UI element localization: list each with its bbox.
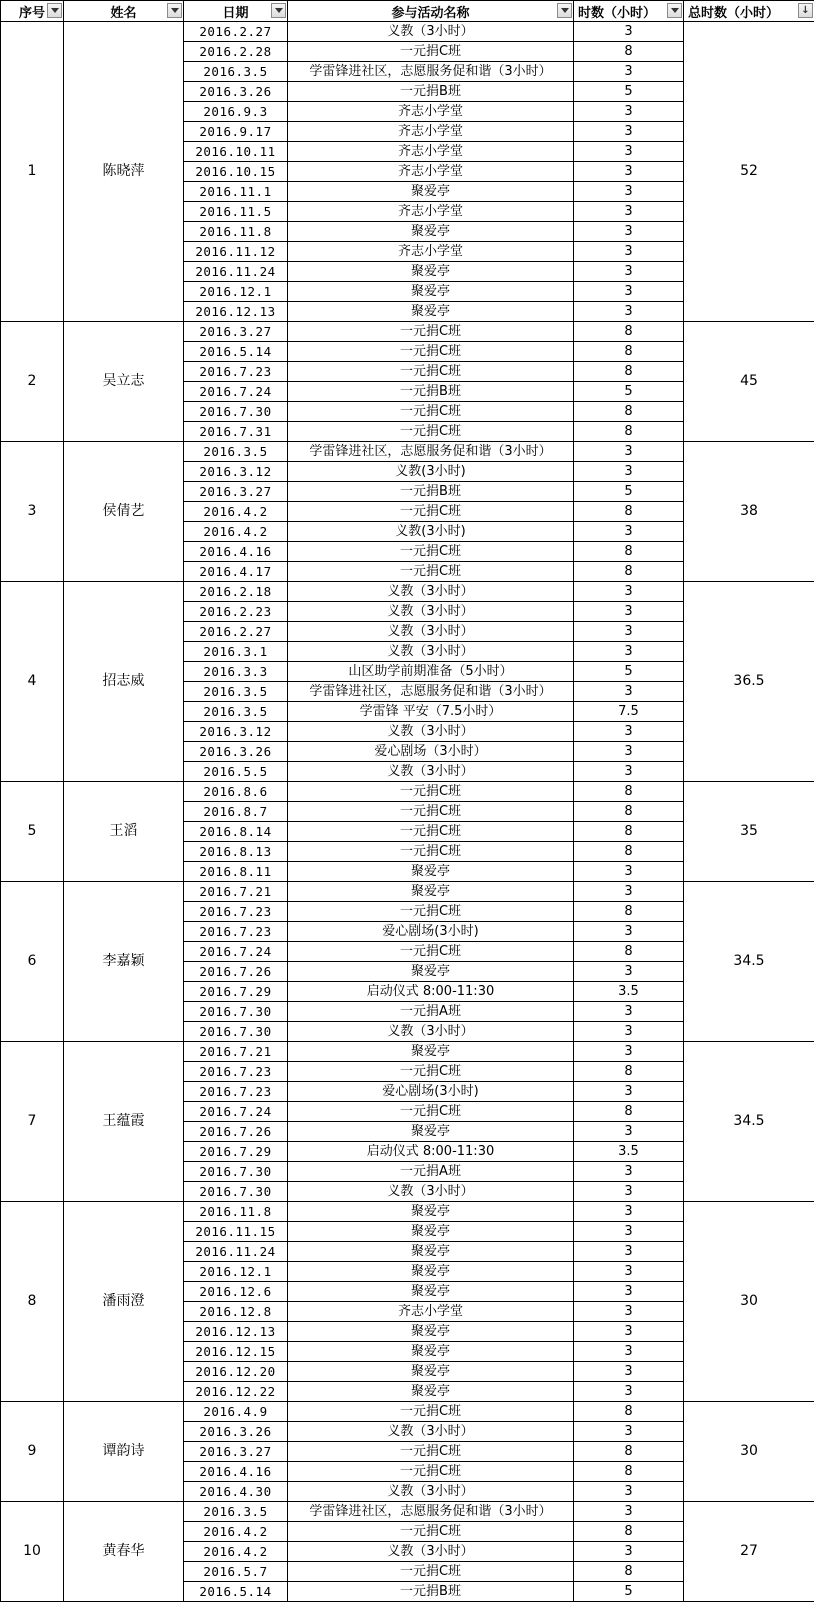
hours-cell[interactable]: 8 [574, 822, 684, 842]
hours-cell[interactable]: 5 [574, 82, 684, 102]
activity-cell[interactable]: 聚爱亭 [288, 282, 574, 302]
total-hours-cell[interactable]: 30 [684, 1202, 814, 1402]
header-total-label: 总时数（小时） [688, 2, 779, 21]
activity-cell[interactable]: 齐志小学堂 [288, 102, 574, 122]
activity-cell[interactable]: 一元捐A班 [288, 1162, 574, 1182]
hours-cell[interactable]: 8 [574, 342, 684, 362]
filter-dropdown-icon[interactable] [667, 3, 682, 18]
table-row [1, 882, 814, 902]
activity-cell[interactable]: 一元捐B班 [288, 382, 574, 402]
activity-cell[interactable]: 一元捐B班 [288, 482, 574, 502]
activity-cell[interactable]: 一元捐C班 [288, 1522, 574, 1542]
activity-cell[interactable]: 齐志小学堂 [288, 1302, 574, 1322]
date-cell[interactable]: 2016.7.31 [184, 422, 288, 442]
hours-cell[interactable]: 3 [574, 642, 684, 662]
hours-cell[interactable]: 3 [574, 182, 684, 202]
name-cell[interactable]: 吴立志 [64, 322, 184, 442]
hours-cell[interactable]: 3 [574, 1202, 684, 1222]
total-hours-cell[interactable]: 38 [684, 442, 814, 582]
header-activity [288, 1, 574, 22]
hours-cell[interactable]: 8 [574, 562, 684, 582]
date-cell[interactable]: 2016.4.9 [184, 1402, 288, 1422]
filter-dropdown-icon[interactable] [557, 3, 572, 18]
hours-cell[interactable]: 3 [574, 522, 684, 542]
hours-cell[interactable]: 3 [574, 1042, 684, 1062]
total-hours-cell[interactable]: 34.5 [684, 1042, 814, 1202]
hours-cell[interactable]: 3 [574, 462, 684, 482]
date-cell[interactable]: 2016.10.11 [184, 142, 288, 162]
seq-cell[interactable]: 8 [1, 1202, 64, 1402]
activity-cell[interactable]: 一元捐C班 [288, 902, 574, 922]
hours-cell[interactable]: 5 [574, 662, 684, 682]
hours-cell[interactable]: 3 [574, 762, 684, 782]
date-cell[interactable]: 2016.5.5 [184, 762, 288, 782]
activity-cell[interactable]: 学雷锋进社区，志愿服务促和谐（3小时） [288, 682, 574, 702]
date-cell[interactable]: 2016.2.27 [184, 22, 288, 42]
activity-cell[interactable]: 义教（3小时） [288, 642, 574, 662]
seq-cell[interactable]: 9 [1, 1402, 64, 1502]
date-cell[interactable]: 2016.11.24 [184, 262, 288, 282]
activity-cell[interactable]: 一元捐C班 [288, 42, 574, 62]
activity-cell[interactable]: 一元捐C班 [288, 362, 574, 382]
activity-cell[interactable]: 义教（3小时） [288, 1182, 574, 1202]
table-row [1, 442, 814, 462]
date-cell[interactable]: 2016.3.12 [184, 462, 288, 482]
date-cell[interactable]: 2016.7.21 [184, 882, 288, 902]
hours-cell[interactable]: 3 [574, 262, 684, 282]
table-row [1, 22, 814, 42]
date-cell[interactable]: 2016.11.15 [184, 1222, 288, 1242]
date-cell[interactable]: 2016.3.5 [184, 1502, 288, 1522]
hours-cell[interactable]: 8 [574, 502, 684, 522]
activity-cell[interactable]: 聚爱亭 [288, 182, 574, 202]
activity-cell[interactable]: 一元捐B班 [288, 82, 574, 102]
hours-cell[interactable]: 8 [574, 942, 684, 962]
activity-cell[interactable]: 一元捐A班 [288, 1002, 574, 1022]
activity-cell[interactable]: 爱心剧场(3小时) [288, 1082, 574, 1102]
date-cell[interactable]: 2016.3.5 [184, 62, 288, 82]
name-cell[interactable]: 潘雨澄 [64, 1202, 184, 1402]
activity-cell[interactable]: 义教(3小时) [288, 462, 574, 482]
header-seq-label: 序号 [19, 2, 45, 21]
activity-cell[interactable]: 聚爱亭 [288, 962, 574, 982]
hours-cell[interactable]: 3 [574, 1342, 684, 1362]
seq-cell[interactable]: 5 [1, 782, 64, 882]
seq-cell[interactable]: 10 [1, 1502, 64, 1602]
date-cell[interactable]: 2016.3.12 [184, 722, 288, 742]
activity-cell[interactable]: 一元捐C班 [288, 1562, 574, 1582]
hours-cell[interactable]: 8 [574, 402, 684, 422]
activity-cell[interactable]: 聚爱亭 [288, 1242, 574, 1262]
table-row [1, 322, 814, 342]
date-cell[interactable]: 2016.7.24 [184, 942, 288, 962]
activity-cell[interactable]: 聚爱亭 [288, 222, 574, 242]
activity-cell[interactable]: 一元捐C班 [288, 822, 574, 842]
activity-cell[interactable]: 爱心剧场(3小时) [288, 922, 574, 942]
date-cell[interactable]: 2016.5.14 [184, 1582, 288, 1602]
activity-cell[interactable]: 义教（3小时） [288, 762, 574, 782]
hours-cell[interactable]: 3.5 [574, 1142, 684, 1162]
activity-cell[interactable]: 义教(3小时) [288, 522, 574, 542]
hours-cell[interactable]: 3 [574, 1182, 684, 1202]
hours-cell[interactable]: 3 [574, 882, 684, 902]
total-hours-cell[interactable]: 27 [684, 1502, 814, 1602]
name-cell[interactable]: 招志威 [64, 582, 184, 782]
date-cell[interactable]: 2016.7.30 [184, 1002, 288, 1022]
header-hours-label: 时数（小时） [578, 2, 656, 21]
date-cell[interactable]: 2016.7.29 [184, 982, 288, 1002]
hours-cell[interactable]: 3 [574, 302, 684, 322]
activity-cell[interactable]: 聚爱亭 [288, 262, 574, 282]
date-cell[interactable]: 2016.4.30 [184, 1482, 288, 1502]
date-cell[interactable]: 2016.12.15 [184, 1342, 288, 1362]
date-cell[interactable]: 2016.3.26 [184, 1422, 288, 1442]
hours-cell[interactable]: 3 [574, 202, 684, 222]
hours-cell[interactable]: 3 [574, 1282, 684, 1302]
date-cell[interactable]: 2016.12.13 [184, 302, 288, 322]
header-total [684, 1, 814, 22]
activity-cell[interactable]: 一元捐C班 [288, 802, 574, 822]
hours-cell[interactable]: 8 [574, 1062, 684, 1082]
date-cell[interactable]: 2016.2.27 [184, 622, 288, 642]
hours-cell[interactable]: 8 [574, 362, 684, 382]
date-cell[interactable]: 2016.12.1 [184, 282, 288, 302]
hours-cell[interactable]: 3 [574, 1422, 684, 1442]
date-cell[interactable]: 2016.7.30 [184, 1022, 288, 1042]
date-cell[interactable]: 2016.12.13 [184, 1322, 288, 1342]
name-cell[interactable]: 黄春华 [64, 1502, 184, 1602]
date-cell[interactable]: 2016.7.30 [184, 1162, 288, 1182]
date-cell[interactable]: 2016.7.24 [184, 382, 288, 402]
activity-cell[interactable]: 一元捐C班 [288, 342, 574, 362]
hours-cell[interactable]: 3 [574, 1082, 684, 1102]
hours-cell[interactable]: 8 [574, 1402, 684, 1422]
hours-cell[interactable]: 3 [574, 282, 684, 302]
date-cell[interactable]: 2016.10.15 [184, 162, 288, 182]
activity-cell[interactable]: 学雷锋进社区，志愿服务促和谐（3小时） [288, 62, 574, 82]
hours-cell[interactable]: 8 [574, 42, 684, 62]
activity-cell[interactable]: 一元捐C班 [288, 1062, 574, 1082]
activity-cell[interactable]: 爱心剧场（3小时） [288, 742, 574, 762]
date-cell[interactable]: 2016.5.14 [184, 342, 288, 362]
date-cell[interactable]: 2016.11.24 [184, 1242, 288, 1262]
header-date-label: 日期 [222, 2, 248, 21]
activity-cell[interactable]: 聚爱亭 [288, 1342, 574, 1362]
hours-cell[interactable]: 8 [574, 842, 684, 862]
hours-cell[interactable]: 3 [574, 1022, 684, 1042]
date-cell[interactable]: 2016.3.26 [184, 82, 288, 102]
activity-cell[interactable]: 聚爱亭 [288, 1322, 574, 1342]
date-cell[interactable]: 2016.7.29 [184, 1142, 288, 1162]
date-cell[interactable]: 2016.11.8 [184, 1202, 288, 1222]
activity-cell[interactable]: 一元捐C班 [288, 1102, 574, 1122]
activity-cell[interactable]: 齐志小学堂 [288, 142, 574, 162]
activity-cell[interactable]: 齐志小学堂 [288, 242, 574, 262]
total-hours-cell[interactable]: 52 [684, 22, 814, 322]
date-cell[interactable]: 2016.3.26 [184, 742, 288, 762]
hours-cell[interactable]: 3 [574, 1322, 684, 1342]
header-name-label: 姓名 [110, 2, 136, 21]
seq-cell[interactable]: 4 [1, 582, 64, 782]
total-hours-cell[interactable]: 30 [684, 1402, 814, 1502]
table-row [1, 582, 814, 602]
date-cell[interactable]: 2016.7.24 [184, 1102, 288, 1122]
hours-cell[interactable]: 3 [574, 682, 684, 702]
activity-cell[interactable]: 齐志小学堂 [288, 202, 574, 222]
date-cell[interactable]: 2016.4.2 [184, 522, 288, 542]
activity-cell[interactable]: 义教（3小时） [288, 622, 574, 642]
table-row [1, 1202, 814, 1222]
activity-cell[interactable]: 聚爱亭 [288, 1262, 574, 1282]
name-cell[interactable]: 陈晓萍 [64, 22, 184, 322]
hours-cell[interactable]: 3 [574, 1482, 684, 1502]
date-cell[interactable]: 2016.8.7 [184, 802, 288, 822]
date-cell[interactable]: 2016.2.18 [184, 582, 288, 602]
date-cell[interactable]: 2016.4.2 [184, 1522, 288, 1542]
hours-cell[interactable]: 7.5 [574, 702, 684, 722]
total-hours-cell[interactable]: 35 [684, 782, 814, 882]
hours-cell[interactable]: 3 [574, 22, 684, 42]
date-cell[interactable]: 2016.3.3 [184, 662, 288, 682]
date-cell[interactable]: 2016.7.30 [184, 402, 288, 422]
hours-cell[interactable]: 5 [574, 482, 684, 502]
date-cell[interactable]: 2016.12.20 [184, 1362, 288, 1382]
activity-cell[interactable]: 义教（3小时） [288, 1542, 574, 1562]
date-cell[interactable]: 2016.7.30 [184, 1182, 288, 1202]
hours-cell[interactable]: 3 [574, 1122, 684, 1142]
hours-cell[interactable]: 8 [574, 1102, 684, 1122]
header-hours [574, 1, 684, 22]
hours-cell[interactable]: 5 [574, 1582, 684, 1602]
hours-cell[interactable]: 8 [574, 1442, 684, 1462]
filter-dropdown-icon[interactable] [167, 3, 182, 18]
date-cell[interactable]: 2016.11.8 [184, 222, 288, 242]
hours-cell[interactable]: 8 [574, 542, 684, 562]
date-cell[interactable]: 2016.7.23 [184, 902, 288, 922]
date-cell[interactable]: 2016.4.17 [184, 562, 288, 582]
filter-dropdown-icon[interactable] [271, 3, 286, 18]
table-row [1, 1042, 814, 1062]
hours-cell[interactable]: 3 [574, 622, 684, 642]
activity-cell[interactable]: 义教（3小时） [288, 722, 574, 742]
activity-cell[interactable]: 一元捐C班 [288, 782, 574, 802]
hours-cell[interactable]: 3 [574, 1302, 684, 1322]
hours-cell[interactable]: 8 [574, 1522, 684, 1542]
date-cell[interactable]: 2016.12.1 [184, 1262, 288, 1282]
hours-cell[interactable]: 3 [574, 162, 684, 182]
hours-cell[interactable]: 3 [574, 1262, 684, 1282]
date-cell[interactable]: 2016.7.23 [184, 1082, 288, 1102]
hours-cell[interactable]: 3 [574, 1002, 684, 1022]
date-cell[interactable]: 2016.3.27 [184, 1442, 288, 1462]
activity-cell[interactable]: 学雷锋 平安（7.5小时） [288, 702, 574, 722]
activity-cell[interactable]: 聚爱亭 [288, 1382, 574, 1402]
name-cell[interactable]: 王滔 [64, 782, 184, 882]
activity-cell[interactable]: 义教（3小时） [288, 1482, 574, 1502]
total-hours-cell[interactable]: 34.5 [684, 882, 814, 1042]
hours-cell[interactable]: 3 [574, 742, 684, 762]
activity-cell[interactable]: 义教（3小时） [288, 1022, 574, 1042]
hours-cell[interactable]: 5 [574, 382, 684, 402]
activity-cell[interactable]: 聚爱亭 [288, 862, 574, 882]
header-name [64, 1, 184, 22]
activity-cell[interactable]: 一元捐B班 [288, 1582, 574, 1602]
hours-cell[interactable]: 3 [574, 62, 684, 82]
date-cell[interactable]: 2016.8.14 [184, 822, 288, 842]
filter-dropdown-icon[interactable] [47, 3, 62, 18]
date-cell[interactable]: 2016.7.23 [184, 1062, 288, 1082]
date-cell[interactable]: 2016.4.2 [184, 502, 288, 522]
hours-cell[interactable]: 8 [574, 782, 684, 802]
header-date [184, 1, 288, 22]
hours-cell[interactable]: 3 [574, 1542, 684, 1562]
date-cell[interactable]: 2016.5.7 [184, 1562, 288, 1582]
activity-cell[interactable]: 一元捐C班 [288, 842, 574, 862]
hours-cell[interactable]: 3 [574, 242, 684, 262]
activity-cell[interactable]: 启动仪式 8:00-11:30 [288, 982, 574, 1002]
date-cell[interactable]: 2016.3.27 [184, 482, 288, 502]
hours-cell[interactable]: 3 [574, 222, 684, 242]
total-hours-cell[interactable]: 36.5 [684, 582, 814, 782]
date-cell[interactable]: 2016.7.26 [184, 962, 288, 982]
hours-cell[interactable]: 3 [574, 1502, 684, 1522]
date-cell[interactable]: 2016.7.23 [184, 922, 288, 942]
date-cell[interactable]: 2016.4.2 [184, 1542, 288, 1562]
table-body [1, 22, 814, 1602]
date-cell[interactable]: 2016.12.6 [184, 1282, 288, 1302]
activity-cell[interactable]: 一元捐C班 [288, 1462, 574, 1482]
date-cell[interactable]: 2016.12.8 [184, 1302, 288, 1322]
name-cell[interactable]: 王蕴霞 [64, 1042, 184, 1202]
date-cell[interactable]: 2016.7.26 [184, 1122, 288, 1142]
header-seq [1, 1, 64, 22]
hours-cell[interactable]: 3 [574, 122, 684, 142]
activity-cell[interactable]: 一元捐C班 [288, 562, 574, 582]
date-cell[interactable]: 2016.11.5 [184, 202, 288, 222]
date-cell[interactable]: 2016.3.1 [184, 642, 288, 662]
hours-cell[interactable]: 3 [574, 962, 684, 982]
date-cell[interactable]: 2016.4.16 [184, 542, 288, 562]
date-cell[interactable]: 2016.3.27 [184, 322, 288, 342]
hours-cell[interactable]: 3.5 [574, 982, 684, 1002]
activity-cell[interactable]: 聚爱亭 [288, 1222, 574, 1242]
activity-cell[interactable]: 一元捐C班 [288, 942, 574, 962]
hours-cell[interactable]: 3 [574, 862, 684, 882]
activity-cell[interactable]: 齐志小学堂 [288, 162, 574, 182]
date-cell[interactable]: 2016.9.17 [184, 122, 288, 142]
hours-cell[interactable]: 3 [574, 582, 684, 602]
date-cell[interactable]: 2016.2.28 [184, 42, 288, 62]
header-row [1, 1, 814, 22]
activity-cell[interactable]: 义教（3小时） [288, 1422, 574, 1442]
hours-cell[interactable]: 8 [574, 1462, 684, 1482]
table-row [1, 782, 814, 802]
activity-cell[interactable]: 一元捐C班 [288, 1442, 574, 1462]
activity-cell[interactable]: 一元捐C班 [288, 402, 574, 422]
activity-cell[interactable]: 学雷锋进社区，志愿服务促和谐（3小时） [288, 442, 574, 462]
activity-cell[interactable]: 聚爱亭 [288, 1122, 574, 1142]
date-cell[interactable]: 2016.3.5 [184, 682, 288, 702]
hours-cell[interactable]: 3 [574, 102, 684, 122]
activity-cell[interactable]: 聚爱亭 [288, 1282, 574, 1302]
activity-cell[interactable]: 齐志小学堂 [288, 122, 574, 142]
header-activity-label: 参与活动名称 [391, 2, 469, 21]
activity-cell[interactable]: 义教（3小时） [288, 582, 574, 602]
hours-cell[interactable]: 8 [574, 1562, 684, 1582]
date-cell[interactable]: 2016.7.23 [184, 362, 288, 382]
date-cell[interactable]: 2016.11.12 [184, 242, 288, 262]
activity-cell[interactable]: 聚爱亭 [288, 1202, 574, 1222]
date-cell[interactable]: 2016.11.1 [184, 182, 288, 202]
activity-cell[interactable]: 义教（3小时） [288, 22, 574, 42]
date-cell[interactable]: 2016.9.3 [184, 102, 288, 122]
hours-cell[interactable]: 3 [574, 1362, 684, 1382]
date-cell[interactable]: 2016.3.5 [184, 442, 288, 462]
activity-cell[interactable]: 义教（3小时） [288, 602, 574, 622]
date-cell[interactable]: 2016.3.5 [184, 702, 288, 722]
activity-cell[interactable]: 一元捐C班 [288, 1402, 574, 1422]
seq-cell[interactable]: 2 [1, 322, 64, 442]
activity-cell[interactable]: 学雷锋进社区，志愿服务促和谐（3小时） [288, 1502, 574, 1522]
seq-cell[interactable]: 1 [1, 22, 64, 322]
seq-cell[interactable]: 3 [1, 442, 64, 582]
hours-cell[interactable]: 3 [574, 1162, 684, 1182]
date-cell[interactable]: 2016.8.11 [184, 862, 288, 882]
hours-cell[interactable]: 3 [574, 922, 684, 942]
activity-cell[interactable]: 启动仪式 8:00-11:30 [288, 1142, 574, 1162]
hours-cell[interactable]: 8 [574, 902, 684, 922]
date-cell[interactable]: 2016.2.23 [184, 602, 288, 622]
table-row [1, 1402, 814, 1422]
activity-cell[interactable]: 聚爱亭 [288, 1042, 574, 1062]
hours-cell[interactable]: 3 [574, 602, 684, 622]
hours-cell[interactable]: 3 [574, 1382, 684, 1402]
hours-cell[interactable]: 3 [574, 1222, 684, 1242]
seq-cell[interactable]: 6 [1, 882, 64, 1042]
activity-cell[interactable]: 山区助学前期准备（5小时） [288, 662, 574, 682]
total-hours-cell[interactable]: 45 [684, 322, 814, 442]
hours-cell[interactable]: 8 [574, 422, 684, 442]
date-cell[interactable]: 2016.8.13 [184, 842, 288, 862]
hours-cell[interactable]: 3 [574, 1242, 684, 1262]
activity-cell[interactable]: 聚爱亭 [288, 882, 574, 902]
activity-cell[interactable]: 聚爱亭 [288, 1362, 574, 1382]
name-cell[interactable]: 侯倩艺 [64, 442, 184, 582]
hours-cell[interactable]: 3 [574, 142, 684, 162]
table-row [1, 1502, 814, 1522]
name-cell[interactable]: 李嘉颖 [64, 882, 184, 1042]
activity-cell[interactable]: 一元捐C班 [288, 502, 574, 522]
sort-descending-icon[interactable]: ↓ [798, 3, 813, 18]
date-cell[interactable]: 2016.8.6 [184, 782, 288, 802]
hours-cell[interactable]: 3 [574, 442, 684, 462]
activity-cell[interactable]: 聚爱亭 [288, 302, 574, 322]
date-cell[interactable]: 2016.12.22 [184, 1382, 288, 1402]
seq-cell[interactable]: 7 [1, 1042, 64, 1202]
date-cell[interactable]: 2016.7.21 [184, 1042, 288, 1062]
hours-cell[interactable]: 3 [574, 722, 684, 742]
activity-cell[interactable]: 一元捐C班 [288, 542, 574, 562]
name-cell[interactable]: 谭韵诗 [64, 1402, 184, 1502]
activity-cell[interactable]: 一元捐C班 [288, 322, 574, 342]
hours-cell[interactable]: 8 [574, 802, 684, 822]
hours-cell[interactable]: 8 [574, 322, 684, 342]
activity-cell[interactable]: 一元捐C班 [288, 422, 574, 442]
date-cell[interactable]: 2016.4.16 [184, 1462, 288, 1482]
